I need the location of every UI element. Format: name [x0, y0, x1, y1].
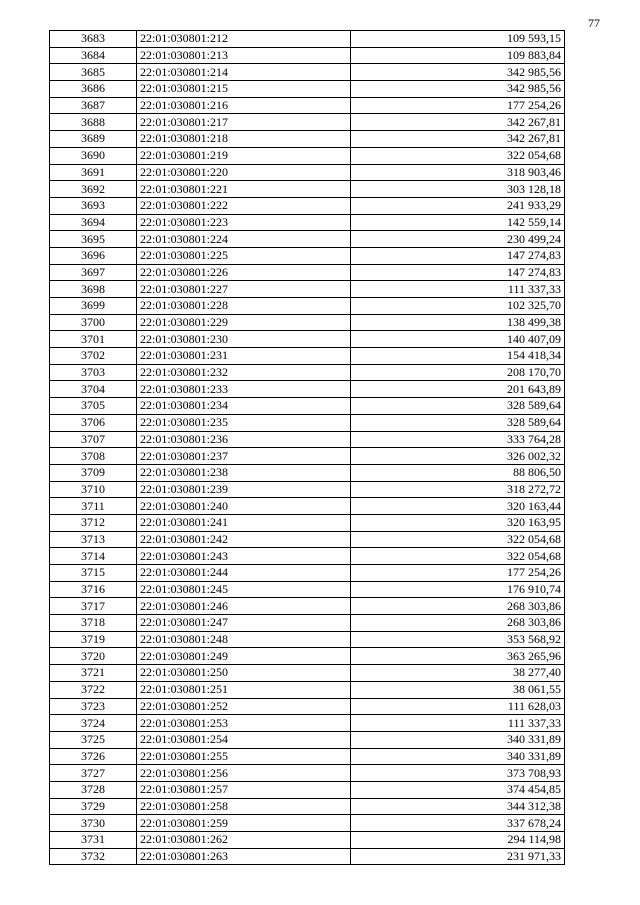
cadastral-number-cell: 22:01:030801:229 — [137, 314, 351, 331]
cadastral-number-cell: 22:01:030801:233 — [137, 381, 351, 398]
table-row — [50, 431, 565, 448]
cadastral-number-cell: 22:01:030801:247 — [137, 615, 351, 632]
cadastral-number-cell: 22:01:030801:252 — [137, 698, 351, 715]
cadastral-number-cell: 22:01:030801:262 — [137, 832, 351, 849]
cadastral-number-cell: 22:01:030801:244 — [137, 565, 351, 582]
cadastral-number-cell: 22:01:030801:245 — [137, 581, 351, 598]
row-number-cell: 3725 — [50, 731, 137, 748]
table-row — [50, 147, 565, 164]
row-number-cell: 3696 — [50, 247, 137, 264]
row-number-cell: 3703 — [50, 364, 137, 381]
row-number-cell: 3699 — [50, 298, 137, 315]
cadastral-number-cell: 22:01:030801:226 — [137, 264, 351, 281]
table-row — [50, 448, 565, 465]
cadastral-value-cell: 353 568,92 — [351, 631, 565, 648]
cadastral-value-cell: 147 274,83 — [351, 247, 565, 264]
row-number-cell: 3708 — [50, 448, 137, 465]
cadastral-number-cell: 22:01:030801:248 — [137, 631, 351, 648]
cadastral-number-cell: 22:01:030801:225 — [137, 247, 351, 264]
table-row — [50, 398, 565, 415]
table-row — [50, 681, 565, 698]
cadastral-value-cell: 231 971,33 — [351, 848, 565, 865]
table-row — [50, 631, 565, 648]
row-number-cell: 3712 — [50, 514, 137, 531]
cadastral-number-cell: 22:01:030801:237 — [137, 448, 351, 465]
table-row — [50, 765, 565, 782]
table-row — [50, 815, 565, 832]
cadastral-value-cell: 177 254,26 — [351, 97, 565, 114]
row-number-cell: 3688 — [50, 114, 137, 131]
table-row — [50, 164, 565, 181]
table-row — [50, 832, 565, 849]
table-row — [50, 181, 565, 198]
cadastral-value-cell: 294 114,98 — [351, 832, 565, 849]
cadastral-number-cell: 22:01:030801:236 — [137, 431, 351, 448]
cadastral-number-cell: 22:01:030801:214 — [137, 64, 351, 81]
cadastral-value-cell: 322 054,68 — [351, 548, 565, 565]
cadastral-value-cell: 230 499,24 — [351, 231, 565, 248]
row-number-cell: 3689 — [50, 131, 137, 148]
table-body — [50, 31, 565, 865]
cadastral-number-cell: 22:01:030801:254 — [137, 731, 351, 748]
row-number-cell: 3727 — [50, 765, 137, 782]
cadastral-value-cell: 154 418,34 — [351, 348, 565, 365]
cadastral-value-cell: 363 265,96 — [351, 648, 565, 665]
cadastral-value-cell: 38 061,55 — [351, 681, 565, 698]
row-number-cell: 3717 — [50, 598, 137, 615]
table-row — [50, 648, 565, 665]
row-number-cell: 3720 — [50, 648, 137, 665]
row-number-cell: 3714 — [50, 548, 137, 565]
row-number-cell: 3713 — [50, 531, 137, 548]
table-row — [50, 731, 565, 748]
cadastral-number-cell: 22:01:030801:220 — [137, 164, 351, 181]
cadastral-value-cell: 373 708,93 — [351, 765, 565, 782]
cadastral-number-cell: 22:01:030801:222 — [137, 197, 351, 214]
cadastral-value-cell: 109 883,84 — [351, 47, 565, 64]
table-row — [50, 481, 565, 498]
table-row — [50, 615, 565, 632]
cadastral-value-cell: 111 337,33 — [351, 715, 565, 732]
row-number-cell: 3715 — [50, 565, 137, 582]
table-row — [50, 848, 565, 865]
row-number-cell: 3685 — [50, 64, 137, 81]
row-number-cell: 3707 — [50, 431, 137, 448]
table-row — [50, 781, 565, 798]
cadastral-value-cell: 374 454,85 — [351, 781, 565, 798]
cadastral-value-cell: 342 985,56 — [351, 64, 565, 81]
cadastral-value-cell: 320 163,44 — [351, 498, 565, 515]
cadastral-value-cell: 102 325,70 — [351, 298, 565, 315]
table-row — [50, 331, 565, 348]
table-row — [50, 281, 565, 298]
row-number-cell: 3724 — [50, 715, 137, 732]
cadastral-number-cell: 22:01:030801:249 — [137, 648, 351, 665]
table-row — [50, 131, 565, 148]
cadastral-value-cell: 111 628,03 — [351, 698, 565, 715]
cadastral-value-cell: 320 163,95 — [351, 514, 565, 531]
cadastral-number-cell: 22:01:030801:224 — [137, 231, 351, 248]
cadastral-number-cell: 22:01:030801:231 — [137, 348, 351, 365]
row-number-cell: 3722 — [50, 681, 137, 698]
row-number-cell: 3726 — [50, 748, 137, 765]
cadastral-value-cell: 201 643,89 — [351, 381, 565, 398]
cadastral-value-cell: 177 254,26 — [351, 565, 565, 582]
cadastral-number-cell: 22:01:030801:257 — [137, 781, 351, 798]
cadastral-value-cell: 268 303,86 — [351, 598, 565, 615]
row-number-cell: 3719 — [50, 631, 137, 648]
row-number-cell: 3693 — [50, 197, 137, 214]
cadastral-number-cell: 22:01:030801:251 — [137, 681, 351, 698]
row-number-cell: 3729 — [50, 798, 137, 815]
cadastral-value-cell: 142 559,14 — [351, 214, 565, 231]
row-number-cell: 3718 — [50, 615, 137, 632]
table-row — [50, 498, 565, 515]
cadastral-value-cell: 328 589,64 — [351, 414, 565, 431]
row-number-cell: 3691 — [50, 164, 137, 181]
cadastral-value-cell: 176 910,74 — [351, 581, 565, 598]
cadastral-value-cell: 322 054,68 — [351, 531, 565, 548]
cadastral-number-cell: 22:01:030801:239 — [137, 481, 351, 498]
cadastral-value-cell: 337 678,24 — [351, 815, 565, 832]
row-number-cell: 3716 — [50, 581, 137, 598]
cadastral-number-cell: 22:01:030801:256 — [137, 765, 351, 782]
row-number-cell: 3709 — [50, 464, 137, 481]
cadastral-number-cell: 22:01:030801:216 — [137, 97, 351, 114]
table-row — [50, 665, 565, 682]
cadastral-value-cell: 342 267,81 — [351, 131, 565, 148]
table-row — [50, 698, 565, 715]
row-number-cell: 3687 — [50, 97, 137, 114]
table-row — [50, 114, 565, 131]
cadastral-number-cell: 22:01:030801:235 — [137, 414, 351, 431]
row-number-cell: 3700 — [50, 314, 137, 331]
row-number-cell: 3710 — [50, 481, 137, 498]
cadastral-value-cell: 208 170,70 — [351, 364, 565, 381]
table-row — [50, 364, 565, 381]
cadastral-number-cell: 22:01:030801:228 — [137, 298, 351, 315]
row-number-cell: 3695 — [50, 231, 137, 248]
cadastral-value-cell: 138 499,38 — [351, 314, 565, 331]
cadastral-number-cell: 22:01:030801:234 — [137, 398, 351, 415]
cadastral-value-cell: 268 303,86 — [351, 615, 565, 632]
cadastral-value-cell: 88 806,50 — [351, 464, 565, 481]
cadastral-number-cell: 22:01:030801:212 — [137, 31, 351, 48]
table-row — [50, 31, 565, 48]
cadastral-value-cell: 318 272,72 — [351, 481, 565, 498]
cadastral-number-cell: 22:01:030801:258 — [137, 798, 351, 815]
table-row — [50, 64, 565, 81]
cadastral-value-cell: 342 267,81 — [351, 114, 565, 131]
row-number-cell: 3705 — [50, 398, 137, 415]
cadastral-value-cell: 344 312,38 — [351, 798, 565, 815]
row-number-cell: 3721 — [50, 665, 137, 682]
cadastral-number-cell: 22:01:030801:215 — [137, 81, 351, 98]
cadastral-number-cell: 22:01:030801:238 — [137, 464, 351, 481]
cadastral-value-cell: 333 764,28 — [351, 431, 565, 448]
row-number-cell: 3731 — [50, 832, 137, 849]
page-number: 77 — [588, 16, 600, 30]
cadastral-value-table — [49, 30, 565, 865]
table-row — [50, 381, 565, 398]
cadastral-number-cell: 22:01:030801:217 — [137, 114, 351, 131]
row-number-cell: 3711 — [50, 498, 137, 515]
table-row — [50, 548, 565, 565]
row-number-cell: 3732 — [50, 848, 137, 865]
row-number-cell: 3704 — [50, 381, 137, 398]
cadastral-number-cell: 22:01:030801:240 — [137, 498, 351, 515]
cadastral-number-cell: 22:01:030801:246 — [137, 598, 351, 615]
row-number-cell: 3690 — [50, 147, 137, 164]
table-row — [50, 97, 565, 114]
table-row — [50, 598, 565, 615]
table-row — [50, 47, 565, 64]
cadastral-value-cell: 328 589,64 — [351, 398, 565, 415]
cadastral-value-cell: 318 903,46 — [351, 164, 565, 181]
table-row — [50, 348, 565, 365]
table-row — [50, 798, 565, 815]
cadastral-value-cell: 303 128,18 — [351, 181, 565, 198]
cadastral-value-cell: 322 054,68 — [351, 147, 565, 164]
cadastral-value-cell: 109 593,15 — [351, 31, 565, 48]
row-number-cell: 3702 — [50, 348, 137, 365]
cadastral-number-cell: 22:01:030801:250 — [137, 665, 351, 682]
cadastral-value-cell: 147 274,83 — [351, 264, 565, 281]
row-number-cell: 3692 — [50, 181, 137, 198]
cadastral-number-cell: 22:01:030801:230 — [137, 331, 351, 348]
row-number-cell: 3694 — [50, 214, 137, 231]
row-number-cell: 3684 — [50, 47, 137, 64]
table-row — [50, 748, 565, 765]
table-row — [50, 214, 565, 231]
cadastral-number-cell: 22:01:030801:223 — [137, 214, 351, 231]
cadastral-number-cell: 22:01:030801:263 — [137, 848, 351, 865]
table-row — [50, 565, 565, 582]
table-row — [50, 464, 565, 481]
row-number-cell: 3730 — [50, 815, 137, 832]
cadastral-number-cell: 22:01:030801:243 — [137, 548, 351, 565]
row-number-cell: 3686 — [50, 81, 137, 98]
table-row — [50, 514, 565, 531]
cadastral-number-cell: 22:01:030801:259 — [137, 815, 351, 832]
table-row — [50, 197, 565, 214]
cadastral-number-cell: 22:01:030801:242 — [137, 531, 351, 548]
row-number-cell: 3728 — [50, 781, 137, 798]
table-row — [50, 81, 565, 98]
cadastral-number-cell: 22:01:030801:218 — [137, 131, 351, 148]
table-row — [50, 314, 565, 331]
cadastral-number-cell: 22:01:030801:221 — [137, 181, 351, 198]
cadastral-value-cell: 326 002,32 — [351, 448, 565, 465]
row-number-cell: 3701 — [50, 331, 137, 348]
table-row — [50, 247, 565, 264]
table-row — [50, 581, 565, 598]
table-row — [50, 264, 565, 281]
cadastral-number-cell: 22:01:030801:213 — [137, 47, 351, 64]
cadastral-value-cell: 140 407,09 — [351, 331, 565, 348]
cadastral-value-cell: 241 933,29 — [351, 197, 565, 214]
cadastral-number-cell: 22:01:030801:227 — [137, 281, 351, 298]
table-row — [50, 531, 565, 548]
cadastral-value-cell: 342 985,56 — [351, 81, 565, 98]
cadastral-value-cell: 38 277,40 — [351, 665, 565, 682]
table-row — [50, 414, 565, 431]
row-number-cell: 3698 — [50, 281, 137, 298]
cadastral-number-cell: 22:01:030801:232 — [137, 364, 351, 381]
row-number-cell: 3706 — [50, 414, 137, 431]
row-number-cell: 3697 — [50, 264, 137, 281]
cadastral-value-cell: 111 337,33 — [351, 281, 565, 298]
cadastral-number-cell: 22:01:030801:253 — [137, 715, 351, 732]
row-number-cell: 3723 — [50, 698, 137, 715]
row-number-cell: 3683 — [50, 31, 137, 48]
table-row — [50, 231, 565, 248]
cadastral-value-cell: 340 331,89 — [351, 731, 565, 748]
cadastral-number-cell: 22:01:030801:241 — [137, 514, 351, 531]
cadastral-number-cell: 22:01:030801:255 — [137, 748, 351, 765]
table-row — [50, 298, 565, 315]
cadastral-number-cell: 22:01:030801:219 — [137, 147, 351, 164]
table-row — [50, 715, 565, 732]
cadastral-value-cell: 340 331,89 — [351, 748, 565, 765]
